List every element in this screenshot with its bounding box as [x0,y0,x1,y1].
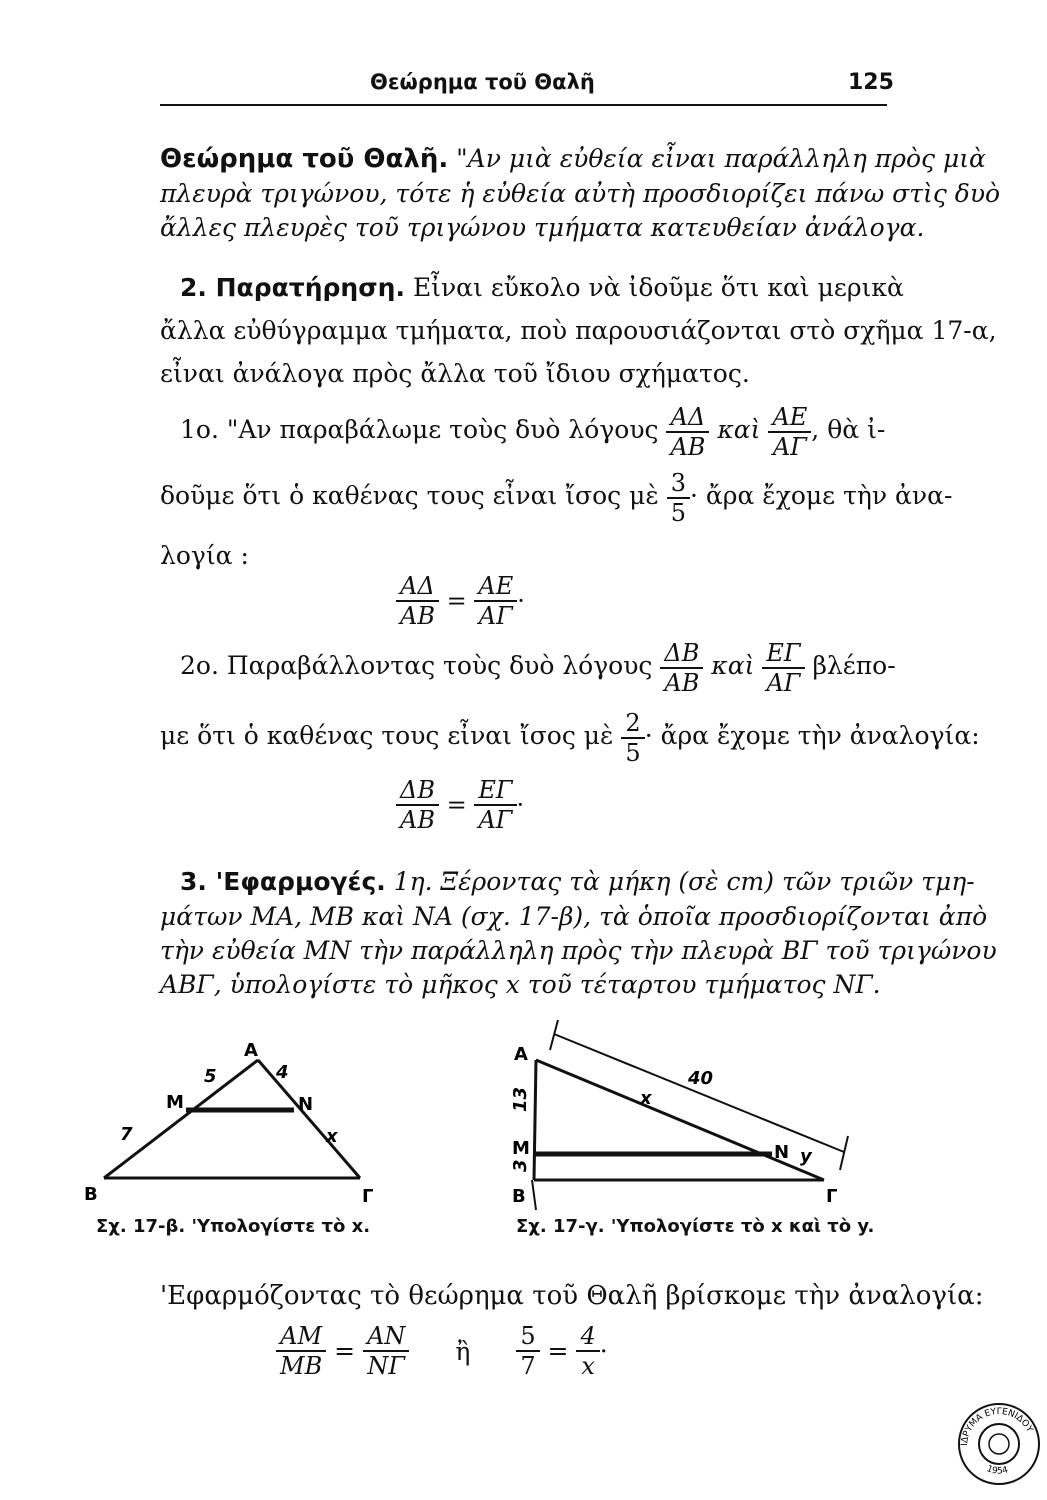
theorem-line-2: πλευρὰ τριγώνου, τότε ἡ εὐθεία αὐτὴ προσδιορίζει πάνω στὶς δυὸ [160,179,1001,208]
label-A: Α [514,1044,528,1065]
dimension-tick-bottom [840,1136,848,1170]
length-4: 4 [276,1062,289,1083]
equation-1: $\frac{A\Delta}{AB}$ = $\frac{AE}{A\Gamma}$ · [396,572,525,630]
figure-17b-caption: Σχ. 17-β. 'Υπολογίστε τὸ x. [96,1216,371,1237]
figure-17g-caption: Σχ. 17-γ. 'Υπολογίστε τὸ x καὶ τὸ y. [516,1216,875,1237]
theorem-line-3: ἄλλες πλευρὲς τοῦ τριγώνου τμήματα κατευθείαν ἀνάλογα. [160,213,925,242]
figure-17b [80,1030,410,1220]
fraction: $\frac{AE}{A\Gamma}$ [768,403,811,461]
applications-heading: 3. 'Εφαρμογές. [180,867,386,896]
item1-line-2: δοῦμε ὅτι ὁ καθένας τους εἶναι ἴσος μὲ $\frac{3}{5}$ · ἄρα ἔχομε τὴν ἀνα- [160,468,953,527]
dimension-tick-base [532,1180,536,1210]
fraction: $\frac{3}{5}$ [667,469,690,527]
applications-line-2: μάτων ΜΑ, ΜΒ καὶ ΝΑ (σχ. 17-β), τὰ ὁποῖα προσδιορίζονται ἀπὸ [160,902,988,931]
side-AB [534,1060,536,1180]
item2-line-1: 2ο. Παραβάλλοντας τοὺς δυὸ λόγους $\frac{\Delta B}{AB}$ καὶ $\frac{E\Gamma}{A\Gamma}$ βλέπο- [180,638,896,697]
length-x: x [640,1088,652,1109]
label-A: Α [244,1040,258,1061]
observation-line-1: 2. Παρατήρηση. Εἶναι εὔκολο νὰ ἰδοῦμε ὅτι καὶ μερικὰ [180,273,904,302]
length-y: y [800,1146,812,1167]
item1-line-1: 1ο. "Αν παραβάλωμε τοὺς δυὸ λόγους $\frac{A\Delta}{AB}$ καὶ $\frac{AE}{A\Gamma}$ , θὰ ἰ- [180,402,886,461]
stamp-text: ΙΔΡΥΜΑ ΕΥΓΕΝΙΔΟΥ [959,1406,1035,1447]
running-header-title: Θεώρημα τοῦ Θαλῆ [370,70,595,94]
foundation-stamp [955,1400,1043,1488]
observation-heading: 2. Παρατήρηση. [180,273,405,302]
length-x: x [326,1126,338,1147]
label-B: Β [512,1186,526,1207]
final-text: 'Εφαρμόζοντας τὸ θεώρημα τοῦ Θαλῆ βρίσκομε τὴν ἀναλογία: [160,1281,984,1311]
theorem-line-1: Θεώρημα τοῦ Θαλῆ. "Αν μιὰ εὐθεία εἶναι παράλληλη πρὸς μιὰ [160,144,986,174]
applications-line-1: 3. 'Εφαρμογές. 1η. Ξέροντας τὰ μήκη (σὲ cm) τῶν τριῶν τμη- [180,867,975,896]
length-40: 40 [688,1068,714,1089]
applications-line-3: τὴν εὐθεία ΜΝ τὴν παράλληλη πρὸς τὴν πλευρὰ ΒΓ τοῦ τριγώνου [160,936,997,965]
label-M: Μ [512,1138,530,1159]
page-number: 125 [848,70,894,95]
label-N: Ν [298,1094,314,1115]
length-3: 3 [510,1159,531,1172]
label-N: Ν [774,1142,790,1163]
header-rule [160,104,887,106]
side-AB [104,1060,258,1178]
observation-line-2: ἄλλα εὐθύγραμμα τμήματα, ποὺ παρουσιάζονται στὸ σχῆμα 17-α, [160,316,997,345]
fraction: $\frac{E\Gamma}{A\Gamma}$ [762,639,804,697]
applications-line-4: ΑΒΓ, ὑπολογίστε τὸ μῆκος x τοῦ τέταρτου τμήματος ΝΓ. [160,970,881,999]
stamp-year: 1954 [985,1464,1010,1477]
final-equation: $\frac{AM}{MB}$ = $\frac{AN}{N\Gamma}$ ἢ $\frac{5}{7}$ = $\frac{4}{x}$ · [276,1322,608,1380]
label-G: Γ [826,1186,838,1207]
fraction: $\frac{\Delta B}{AB}$ [660,639,703,697]
dimension-line-40 [554,1034,844,1152]
item1-line-3: λογία : [160,541,249,570]
observation-line-3: εἶναι ἀνάλογα πρὸς ἄλλα τοῦ ἴδιου σχήματος. [160,359,750,388]
equation-2: $\frac{\Delta B}{AB}$ = $\frac{E\Gamma}{A\Gamma}$ · [396,776,524,834]
label-B: Β [84,1184,98,1205]
fraction: $\frac{A\Delta}{AB}$ [666,403,709,461]
item2-line-2: με ὅτι ὁ καθένας τους εἶναι ἴσος μὲ $\frac{2}{5}$ · ἄρα ἔχομε τὴν ἀναλογία: [160,708,980,767]
length-13: 13 [510,1086,531,1112]
theorem-heading: Θεώρημα τοῦ Θαλῆ. [160,144,449,174]
length-7: 7 [120,1124,133,1145]
label-G: Γ [362,1186,374,1207]
side-AG [258,1060,360,1178]
figure-17g [500,1012,860,1212]
length-5: 5 [204,1066,217,1087]
fraction: $\frac{2}{5}$ [621,709,644,767]
label-M: Μ [166,1092,184,1113]
